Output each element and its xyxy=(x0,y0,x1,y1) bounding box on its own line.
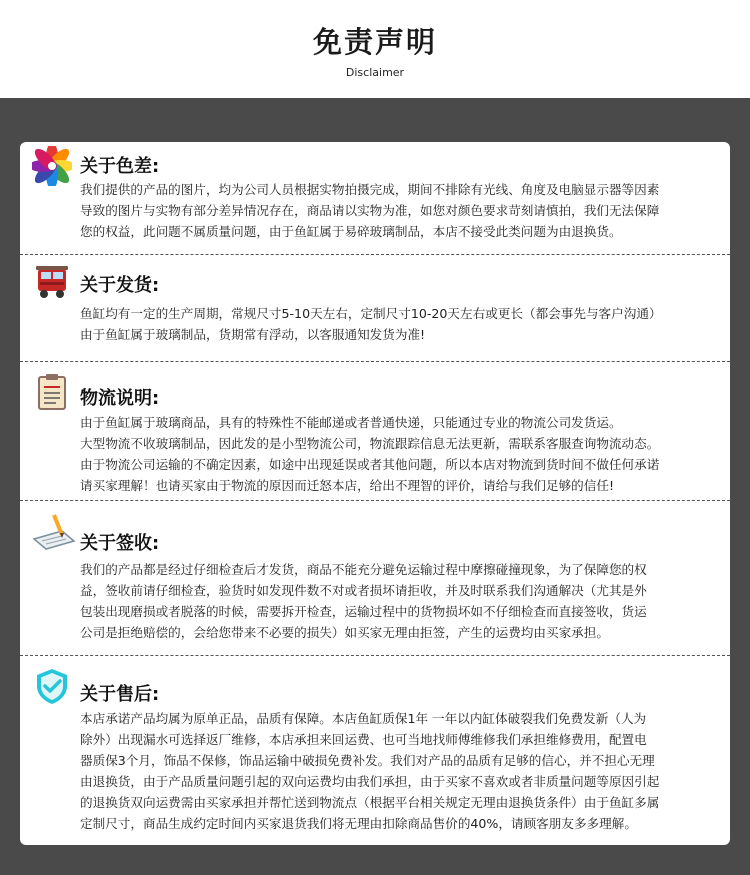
section-logistics xyxy=(20,362,730,501)
section-color-difference xyxy=(20,142,730,255)
text-line: 鱼缸均有一定的生产周期，常规尺寸5-10天左右，定制尺寸10-20天左右或更长（都会事先与客户沟通） xyxy=(80,306,662,321)
text-line: 请买家理解！也请买家由于物流的原因而迁怒本店，给出不理智的评价，请给与我们足够的信任! xyxy=(80,478,614,493)
text-line: 益，签收前请仔细检查，验货时如发现件数不对或者损坏请拒收，并及时联系我们沟通解决（尤其是外 xyxy=(80,583,647,598)
text-line: 器质保3个月，饰品不保修，饰品运输中破损免费补发。我们对产品的品质有足够的信心，并不担心无理 xyxy=(80,753,655,768)
disclaimer-card xyxy=(20,142,730,845)
shield-check-icon xyxy=(32,666,72,706)
text-line: 包装出现磨损或者脱落的时候，需要拆开检查，运输过程中的货物损坏如不仔细检查而直接签收，货运 xyxy=(80,604,647,619)
text-line: 除外）出现漏水可选择返厂维修，本店承担来回运费、也可当地找师傅维修我们承担维修费用，配置电 xyxy=(80,732,647,747)
pen-document-icon xyxy=(32,511,76,551)
text-line: 您的权益，此问题不属质量问题，由于鱼缸属于易碎玻璃制品，本店不接受此类问题为由退换货。 xyxy=(80,224,622,239)
text-line: 由于鱼缸属于玻璃制品，货期常有浮动，以客服通知发货为准! xyxy=(80,327,426,342)
section-text xyxy=(80,179,720,242)
section-text xyxy=(80,412,720,496)
section-heading: 物流说明: xyxy=(80,388,160,409)
section-shipping xyxy=(20,255,730,362)
text-line: 我们的产品都是经过仔细检查后才发货，商品不能充分避免运输过程中摩擦碰撞现象，为了保障您的权 xyxy=(80,562,647,577)
page-subtitle: Disclaimer xyxy=(345,66,405,79)
section-text xyxy=(80,303,720,345)
color-wheel-icon xyxy=(32,146,72,186)
text-line: 导致的图片与实物有部分差异情况存在，商品请以实物为准，如您对颜色要求苛刻请慎拍，我们无法保障 xyxy=(80,203,660,218)
text-line: 定制尺寸，商品生成约定时间内买家退货我们将无理由扣除商品售价的40%，请顾客朋友多多理解。 xyxy=(80,816,637,831)
section-heading: 关于发货: xyxy=(80,275,160,296)
text-line: 由退换货，由于产品质量问题引起的双向运费均由我们承担，由于买家不喜欢或者非质量问题等原因引起 xyxy=(80,774,660,789)
section-text xyxy=(80,559,720,643)
text-line: 本店承诺产品均属为原单正品，品质有保障。本店鱼缸质保1年 一年以内缸体破裂我们免费发新（人为 xyxy=(80,711,647,726)
header xyxy=(0,0,750,98)
section-after-sales xyxy=(20,656,730,845)
clipboard-icon xyxy=(32,372,72,412)
section-heading: 关于售后: xyxy=(80,684,160,705)
page-title: 免责声明 xyxy=(312,25,437,59)
text-line: 公司是拒绝赔偿的，会给您带来不必要的损失）如买家无理由拒签，产生的运费均由买家承担。 xyxy=(80,625,609,640)
section-text xyxy=(80,708,720,834)
section-heading: 关于签收: xyxy=(80,533,160,554)
text-line: 的退换货双向运费需由买家承担并帮忙送到物流点（根据平台相关规定无理由退换货条件）由于鱼缸多属 xyxy=(80,795,660,810)
truck-icon xyxy=(32,263,72,303)
section-signing xyxy=(20,501,730,656)
text-line: 由于物流公司运输的不确定因素，如途中出现延误或者其他问题，所以本店对物流到货时间不做任何承诺 xyxy=(80,457,660,472)
text-line: 由于鱼缸属于玻璃商品，具有的特殊性不能邮递或者普通快递，只能通过专业的物流公司发货运。 xyxy=(80,415,622,430)
section-heading: 关于色差: xyxy=(80,156,160,177)
text-line: 我们提供的产品的图片，均为公司人员根据实物拍摄完成，期间不排除有光线、角度及电脑显示器等因素 xyxy=(80,182,660,197)
text-line: 大型物流不收玻璃制品，因此发的是小型物流公司，物流跟踪信息无法更新，需联系客服查询物流动态。 xyxy=(80,436,660,451)
